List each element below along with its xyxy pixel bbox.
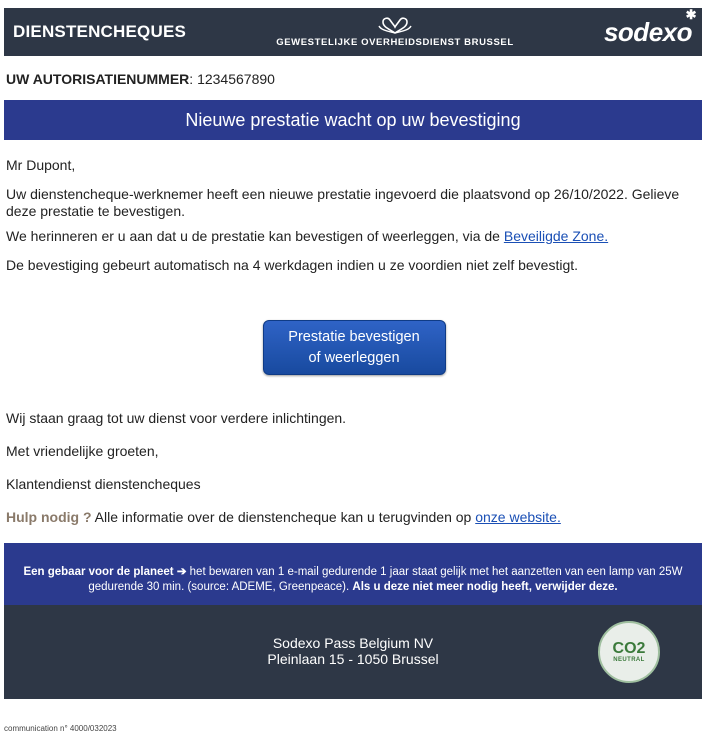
- auth-value: : 1234567890: [189, 71, 275, 87]
- authorization-number: [6, 71, 702, 87]
- help-text: Alle informatie over de dienstencheque kan u terugvinden op: [91, 509, 476, 525]
- confirm-or-dispute-button[interactable]: [263, 320, 446, 375]
- paragraph-new-performance: Uw dienstencheque-werknemer heeft een nieuwe prestatie ingevoerd die plaatsvond op 26/10/2022. Gelieve deze prestatie te bevestigen.: [6, 186, 680, 219]
- eco-notice: [4, 543, 702, 605]
- gov-logo: [276, 17, 514, 48]
- paragraph-auto-confirm: De bevestiging gebeurt automatisch na 4 werkdagen indien u ze voordien niet zelf bevestigt.: [6, 257, 579, 273]
- paragraph-reminder: [6, 228, 702, 245]
- header-title: DIENSTENCHEQUES: [13, 22, 187, 41]
- eco-bold-1: Een gebaar voor de planeet: [23, 566, 174, 578]
- title-banner: [4, 100, 702, 140]
- company-name: Sodexo Pass Belgium NV: [272, 635, 434, 651]
- email-footer: [4, 605, 702, 699]
- co2-neutral-badge-icon: [598, 621, 660, 683]
- communication-number: communication n° 4000/032023: [4, 724, 117, 733]
- auth-label: UW AUTORISATIENUMMER: [6, 71, 190, 87]
- cta-line-1: Prestatie bevestigen: [288, 329, 420, 345]
- banner-title: Nieuwe prestatie wacht op uw bevestiging: [185, 109, 521, 130]
- badge-sub: NEUTRAL: [613, 657, 645, 663]
- eco-bold-2: Als u deze niet meer nodig heeft, verwijder deze.: [352, 581, 618, 593]
- company-address: Pleinlaan 15 - 1050 Brussel: [267, 651, 439, 667]
- paragraph-service: Wij staan graag tot uw dienst voor verdere inlichtingen.: [6, 410, 347, 426]
- help-label: Hulp nodig ?: [6, 509, 92, 525]
- cta-wrapper: [6, 320, 702, 375]
- signature: Klantendienst dienstencheques: [6, 476, 201, 492]
- closing-greeting: Met vriendelijke groeten,: [6, 443, 159, 459]
- email-body: [4, 157, 702, 526]
- gov-name: GEWESTELIJKE OVERHEIDSDIENST BRUSSEL: [276, 36, 514, 48]
- email-header: [4, 8, 702, 56]
- secure-zone-link[interactable]: Beveiligde Zone.: [503, 228, 609, 244]
- star-icon: ✱: [685, 6, 696, 22]
- sodexo-wordmark: sodexo: [603, 16, 692, 47]
- reminder-text: We herinneren er u aan dat u de prestatie kan bevestigen of weerleggen, via de: [6, 228, 504, 244]
- arrow-icon: ➔: [173, 566, 190, 578]
- website-link[interactable]: onze website.: [475, 509, 561, 525]
- eco-text: het bewaren van 1 e-mail gedurende 1 jaar staat gelijk met het aanzetten van een lamp van 25W gedurende 30 min. (source: ADEME, Greenpeace).: [88, 566, 683, 593]
- email-frame: [4, 8, 702, 699]
- badge-main: CO2: [612, 640, 646, 657]
- sodexo-logo: [603, 6, 696, 48]
- help-line: [6, 509, 702, 526]
- iris-icon: [375, 17, 415, 35]
- greeting: Mr Dupont,: [6, 157, 76, 173]
- cta-line-2: of weerleggen: [308, 350, 400, 366]
